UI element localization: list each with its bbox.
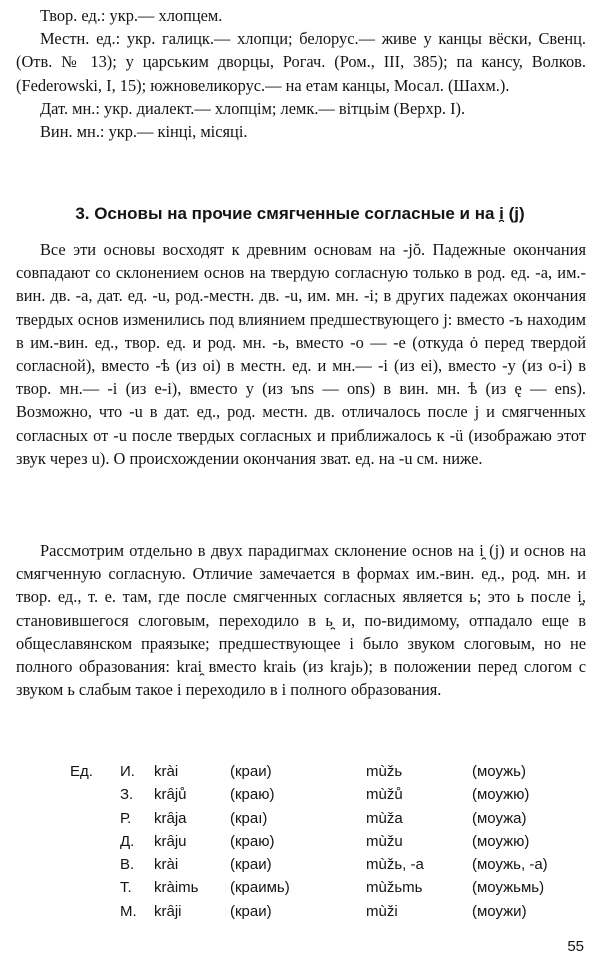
- case-label: Т.: [120, 879, 132, 897]
- paragraph-2-block: [16, 539, 586, 701]
- form-muzh: mùžь: [366, 763, 403, 780]
- case-label: В.: [120, 856, 135, 874]
- example-mestn-ed: Местн. ед.: укр. галицк.— хлопци; белорус.— живе у канцы вёски, Свенц. (Отв. № 13); у царським дворцы, Рогач. (Ром., III, 385); па кансу, Волков. (Federowski, I, 15); южновеликорус.— на етам канцы, Мосал. (Шахм.).: [16, 29, 586, 95]
- form-krai: krài: [154, 763, 179, 780]
- example-dat-mn: Дат. мн.: укр. диалект.— хлопцім; лемк.— вітцьім (Верхр. I).: [40, 98, 466, 118]
- form-krai: krài: [154, 856, 179, 874]
- form-muzh: mùžu: [366, 832, 403, 850]
- section-heading: 3. Основы на прочие смягченные согласные и на i̯ (j): [75, 204, 525, 223]
- form-krai: krȃju: [154, 832, 187, 850]
- form-muzh: mùžь, -a: [366, 856, 424, 874]
- example-vin-mn: Вин. мн.: укр.— кінці, місяці.: [40, 122, 248, 142]
- paragraph-1-block: [16, 238, 586, 470]
- case-label: И.: [120, 763, 135, 780]
- case-label: Р.: [120, 809, 132, 827]
- form-muzh: mùža: [366, 809, 403, 827]
- case-label: М.: [120, 902, 137, 920]
- example-tvor-ed: Твор. ед.: укр.— хлопцем.: [40, 6, 223, 25]
- number-label: Ед.: [70, 763, 93, 780]
- case-label: З.: [120, 786, 134, 804]
- gloss-muzh: (моужа): [472, 809, 527, 827]
- form-muzh: mùžů: [366, 786, 403, 804]
- paragraph-1: Все эти основы восходят к древним основам на -jŏ. Падежные окончания совпадают со склонением основ на твердую согласную только в род. ед. -a, им.-вин. дв. -a, дат. ед. -u, род.-местн. дв. -u, им. мн. -i; в других падежах окончания твердых основ изменились под влиянием предшествующего j: вместо -ъ находим в им.-вин. ед., твор. ед. и род. мн. -ь, вместо -o — -e (откуда ȯ перед твердой согласной), вместо -ѣ (из oi) в местн. ед. и мн.— -i (из ei), вместо -y (из o-i) в твор. мн.— -i (из e-i), вместо y (из ъns — ons) в вин. мн. ѣ (из ę — ens). Возможно, что -u в дат. ед., род. местн. дв. отличалось после j и смягченных согласных от -u после твердых согласных и приближалось к -ü (изображаю этот звук через u). О происхождении окончания зват. ед. на -u см. ниже.: [16, 240, 586, 468]
- gloss-muzh: (моужю): [472, 832, 530, 850]
- form-krai: krȃji: [154, 902, 182, 920]
- gloss-muzh: (моужи): [472, 902, 527, 920]
- gloss-krai: (краимь): [230, 879, 290, 897]
- gloss-muzh: (моужьмь): [472, 879, 545, 897]
- gloss-muzh: (моужь): [472, 763, 526, 780]
- page-number: 55: [567, 938, 584, 955]
- gloss-krai: (краю): [230, 832, 275, 850]
- paragraph-2: Рассмотрим отдельно в двух парадигмах склонение основ на i̯ (j) и основ на смягченную согласную. Отличие замечается в формах им.-вин. ед., род. мн. и твор. ед., т. е. там, где после смягченных согласных является ь; это ь после i̯, становившегося слоговым, переходило в ь̯ и, по-видимому, отпадало еще в общеславянском праязыке; предшествующее i было звуком слоговым, но не полного образования: krai̯ вместо kraiь (из krajь); в положении перед слогом с звуком ь слабым такое i переходило в i полного образования.: [16, 541, 586, 700]
- form-krai: krȃja: [154, 809, 187, 827]
- top-examples: [16, 4, 586, 143]
- gloss-krai: (краи): [230, 902, 272, 920]
- form-krai: kràimь: [154, 879, 199, 897]
- gloss-krai: (краи): [230, 856, 272, 874]
- form-krai: krȃjů: [154, 786, 187, 804]
- gloss-muzh: (моужь, -а): [472, 856, 548, 874]
- gloss-krai: (краю): [230, 786, 275, 804]
- form-muzh: mùžьmь: [366, 879, 423, 897]
- case-label: Д.: [120, 832, 135, 850]
- gloss-muzh: (моужю): [472, 786, 530, 804]
- gloss-krai: (краı): [230, 809, 268, 827]
- form-muzh: mùži: [366, 902, 398, 920]
- gloss-krai: (краи): [230, 763, 272, 780]
